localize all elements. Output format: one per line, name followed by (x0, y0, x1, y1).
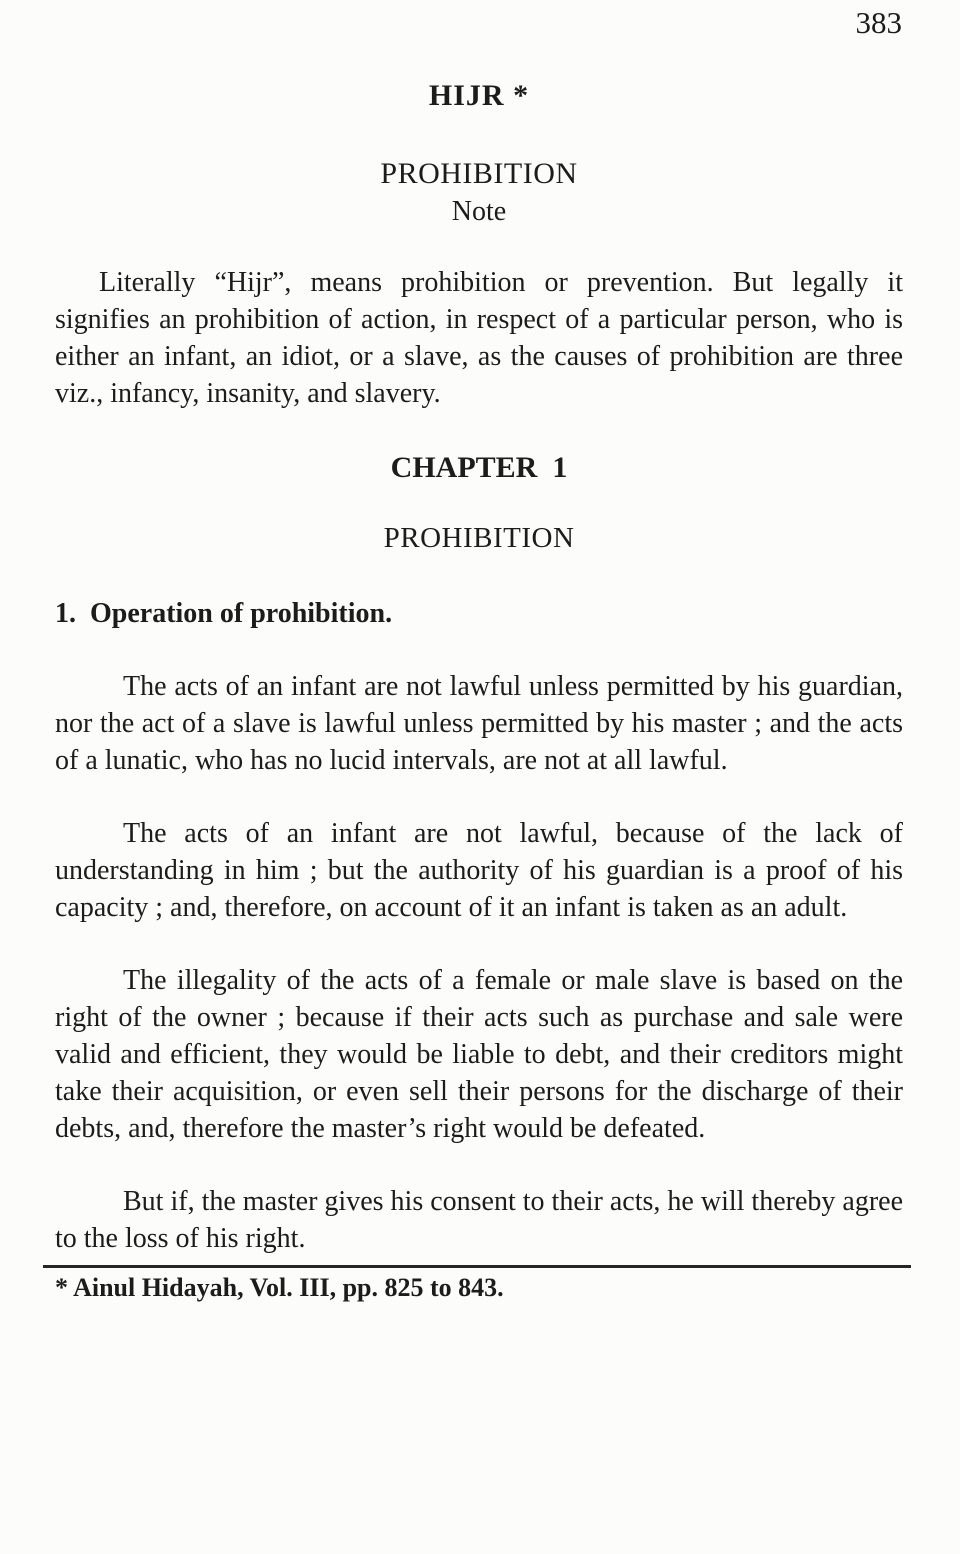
intro-paragraph: Literally “Hijr”, means prohibition or prevention. But legally it signifies an prohibition of action, in respect of a particular person, who is either an infant, an idiot, or a slave, as the causes of prohibition are three viz., infancy, insanity, and slavery. (55, 267, 903, 409)
paragraph-lack-of-understanding: The acts of an infant are not lawful, because of the lack of understanding in him ; but the authority of his guardian is a proof of his capacity ; and, therefore, on account of it an infant is taken as an adult. (55, 818, 903, 923)
footnote-text: * Ainul Hidayah, Vol. III, pp. 825 to 843. (55, 1273, 504, 1302)
note-label: Note (451, 196, 507, 227)
chapter-heading: CHAPTER 1 (390, 451, 568, 484)
section-heading-operation-of-prohibition: 1. Operation of prohibition. (55, 598, 393, 629)
footnote-divider (43, 1265, 911, 1268)
prohibition-heading: PROHIBITION (380, 157, 578, 190)
paragraph-master-consent: But if, the master gives his consent to their acts, he will thereby agree to the loss of his right. (55, 1186, 903, 1254)
page-number: 383 (855, 5, 902, 40)
page-title: HIJR * (428, 79, 530, 112)
paragraph-acts-of-infant: The acts of an infant are not lawful unless permitted by his guardian, nor the act of a slave is lawful unless permitted by his master ; and the acts of a lunatic, who has no lucid intervals, are not at all lawful. (55, 671, 903, 776)
chapter-subheading: PROHIBITION (383, 522, 575, 554)
paragraph-illegality-of-acts: The illegality of the acts of a female or male slave is based on the right of the owner ; because if their acts such as purchase and sale were valid and efficient, they would be liable to debt, and their creditors might take their acquisition, or even sell their persons for the discharge of their debts, and, therefore the master’s right would be defeated. (55, 965, 903, 1144)
